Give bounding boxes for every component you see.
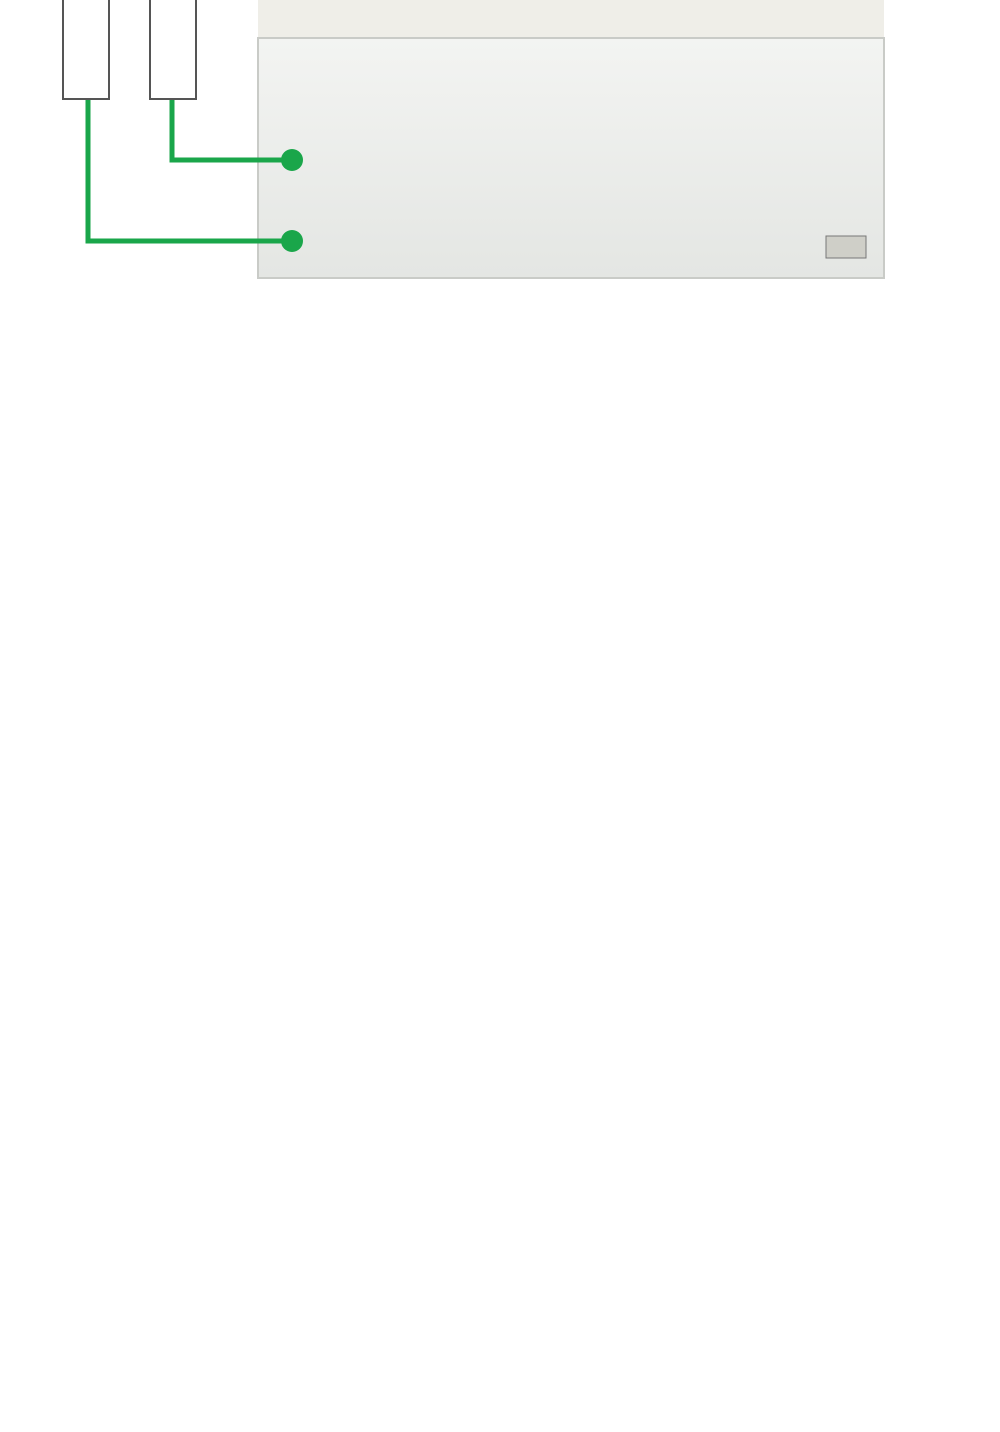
board-chip [826,236,866,258]
charger-box [62,0,110,100]
board-top-strip [258,0,884,40]
wiring-diagram [0,0,1000,318]
load-box [149,0,197,100]
pcb-board [258,38,884,278]
c-minus-terminal-dot [281,230,303,252]
p-minus-terminal-dot [281,149,303,171]
